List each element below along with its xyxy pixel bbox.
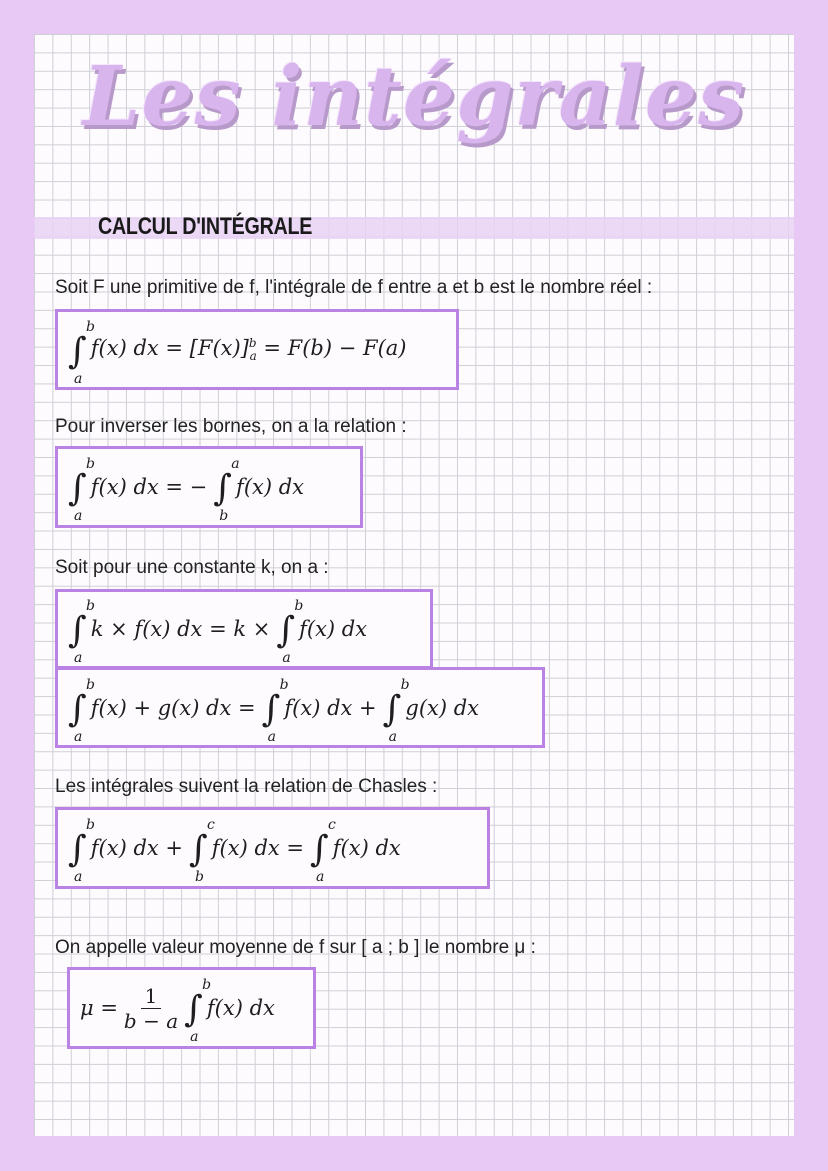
section-title: CALCUL D'INTÉGRALE xyxy=(98,213,313,240)
formula-box-sum: ∫ b a f(x) + g(x) dx = ∫ b a f(x) dx + ∫ b a g(x) dx xyxy=(55,667,545,748)
integral-sign: ∫ c b xyxy=(189,817,215,885)
text-line-3: Soit pour une constante k, on a : xyxy=(55,557,329,578)
integral-sign: ∫ b a xyxy=(184,977,212,1045)
integral-sign: ∫ b a xyxy=(276,598,304,666)
integral-sign: ∫ b a xyxy=(382,676,410,745)
integral-sign: ∫ b a xyxy=(68,598,95,666)
integral-sign: ∫ b a xyxy=(68,676,95,745)
text-line-2: Pour inverser les bornes, on a la relation : xyxy=(55,416,407,437)
text-line-5: On appelle valeur moyenne de f sur [ a ; b ] le nombre μ : xyxy=(55,937,536,958)
formula-box-inversion: ∫ b a f(x) dx = − ∫ a b f(x) dx xyxy=(55,446,363,528)
fraction: $\frac{1}{b - a}$ xyxy=(123,983,179,1033)
formula-box-mean: μ = $\frac{1}{b - a}$ ∫ b a f(x) dx xyxy=(67,967,316,1049)
text-line-1: Soit F une primitive de f, l'intégrale de f entre a et b est le nombre réel : xyxy=(55,277,653,298)
formula-box-constant: ∫ b a k × f(x) dx = k × ∫ b a f(x) dx xyxy=(55,589,433,669)
text-line-4: Les intégrales suivent la relation de Chasles : xyxy=(55,776,438,797)
integral-sign: ∫ a b xyxy=(213,456,240,524)
integral-sign: ∫ b a xyxy=(68,318,95,387)
formula-box-definition xyxy=(55,309,459,390)
formula-definition: f(x) dx = $[F(x)]^b_a = F(b) - F(a)$ xyxy=(90,335,407,364)
formula-box-chasles: ∫ b a f(x) dx + ∫ c b f(x) dx = ∫ c a f(x) dx xyxy=(55,807,490,889)
integral-sign: ∫ b a xyxy=(261,676,289,745)
integral-sign: ∫ b a xyxy=(68,817,95,885)
integral-sign: ∫ b a xyxy=(68,456,95,524)
page-title: Les intégrales xyxy=(82,49,746,145)
integral-sign: ∫ c a xyxy=(310,817,336,885)
